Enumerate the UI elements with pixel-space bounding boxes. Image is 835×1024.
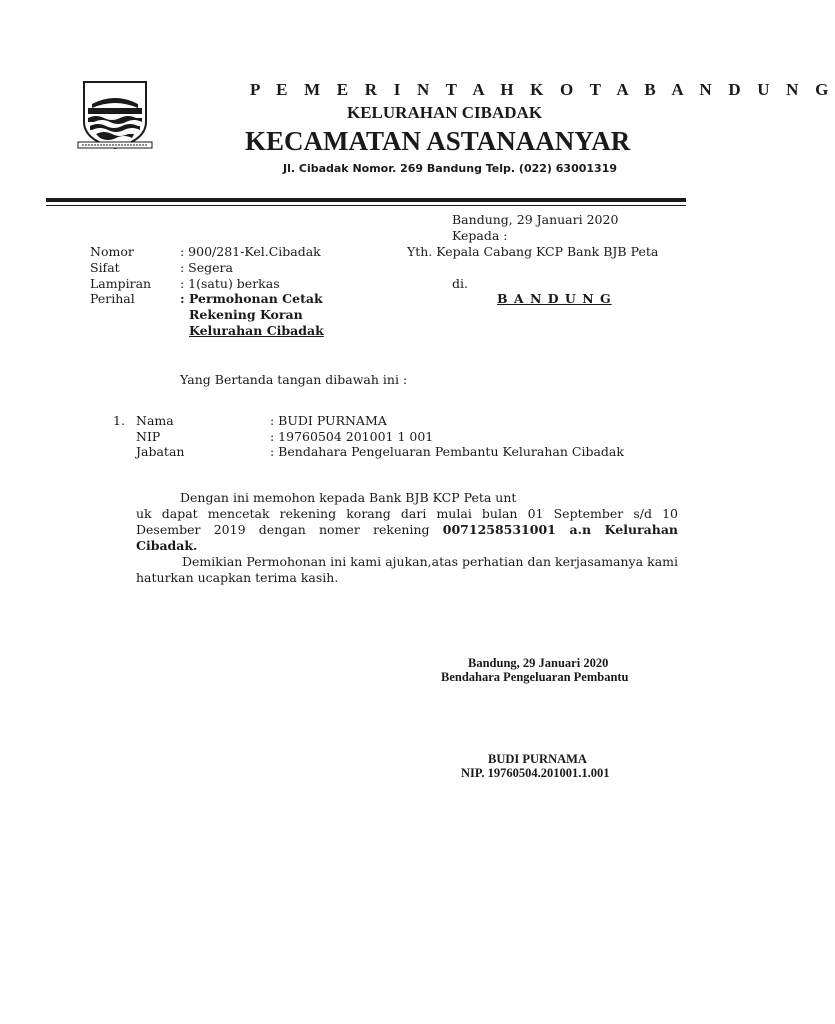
signature-date: Bandung, 29 Januari 2020 [468, 656, 609, 670]
item-number: 1. [113, 413, 125, 428]
jabatan-value: : Bendahara Pengeluaran Pembantu Kelurahan Cibadak [270, 444, 624, 459]
header-rule-thick [46, 198, 686, 202]
nama-label: Nama [136, 413, 174, 428]
recipient-label: Kepada : [452, 228, 508, 243]
header-kecamatan: KECAMATAN ASTANAANYAR [245, 126, 631, 156]
nip-value: : 19760504 201001 1 001 [270, 429, 434, 444]
paragraph-1 [136, 506, 678, 554]
perihal-value-3: Kelurahan Cibadak [189, 323, 324, 338]
bandung-city-crest-icon [78, 78, 152, 152]
header-address: Jl. Cibadak Nomor. 269 Bandung Telp. (022) 63001319 [283, 162, 618, 175]
paragraph-2: Demikian Permohonan ini kami ajukan,atas perhatian dan kerjasamanya kami haturkan ucapkan terima kasih. [136, 554, 678, 585]
header-kelurahan: KELURAHAN CIBADAK [347, 103, 543, 122]
paragraph-1-first-line: Dengan ini memohon kepada Bank BJB KCP Peta unt [180, 490, 517, 505]
recipient-di: di. [452, 276, 468, 291]
perihal-value-2: Rekening Koran [189, 307, 303, 322]
nama-value: : BUDI PURNAMA [270, 413, 387, 428]
nip-label: NIP [136, 429, 161, 444]
signature-title: Bendahara Pengeluaran Pembantu [441, 670, 629, 684]
header-rule-thin [46, 205, 686, 206]
sifat-label: Sifat [90, 260, 120, 275]
nomor-label: Nomor [90, 244, 134, 259]
perihal-label: Perihal [90, 291, 135, 306]
lampiran-label: Lampiran [90, 276, 152, 291]
recipient-city: B A N D U N G [497, 291, 612, 306]
sifat-value: : Segera [180, 260, 233, 275]
letter-date: Bandung, 29 Januari 2020 [452, 212, 619, 227]
recipient-name: Yth. Kepala Cabang KCP Bank BJB Peta [407, 244, 659, 259]
signature-nip: NIP. 19760504.201001.1.001 [461, 766, 610, 780]
intro-text: Yang Bertanda tangan dibawah ini : [180, 372, 408, 387]
perihal-value-1: : Permohonan Cetak [180, 291, 323, 306]
signature-name: BUDI PURNAMA [488, 752, 587, 766]
account-number: 0071258531001 a.n Kelurahan Cibadak. [136, 522, 679, 553]
jabatan-label: Jabatan [136, 444, 185, 459]
lampiran-value: : 1(satu) berkas [180, 276, 280, 291]
header-government: P E M E R I N T A H K O T A B A N D U N G [250, 80, 835, 99]
nomor-value: : 900/281-Kel.Cibadak [180, 244, 321, 259]
paragraph-1-text: uk dapat mencetak rekening korang dari mulai bulan 01 September s/d 10 Desember 2019 dengan nomer rekening [136, 506, 678, 537]
